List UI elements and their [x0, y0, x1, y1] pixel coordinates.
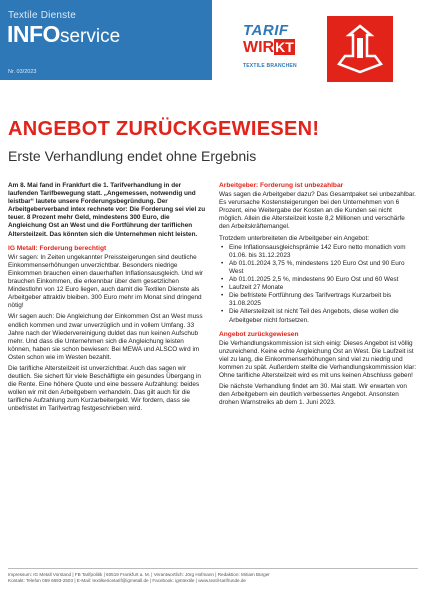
ig-metall-logo-icon [327, 16, 393, 82]
infoservice-banner [0, 0, 212, 80]
paragraph: Wir sagen: In Zeiten ungekannter Preissteigerungen sind deutliche Einkommenserhöhungen unverzichtbar. Besonders niedrige Einkommen brauchen einen dauerhaften Inflationsausgleich. Und wir brauchen Einkommen, die erkennbar über dem gesetzlichen Mindestlohn von 12 Euro liegen, auch damit die Textilen Dienste als Arbeitgeber attraktiv bleiben. 300 Euro mehr im Monat sind dringend nötig! [8, 253, 204, 310]
list-item: • Die Altersteilzeit ist nicht Teil des Angebots, diese wollen die Arbeitgeber nicht fortsetzen. [219, 308, 417, 324]
tarif-logo-line1: TARIF [243, 22, 289, 39]
paragraph: Trotzdem unterbreiteten die Arbeitgeber ein Angebot: [219, 234, 370, 242]
tarif-wirkt-logo [243, 22, 309, 78]
paragraph: Was sagen die Arbeitgeber dazu? Das Gesamtpaket sei unbezahlbar. Es verursache Kostensteigerungen bei den Unternehmen von 6 Prozent, eine Weitergabe der Kosten an die Kunden sei nicht möglich. Allein die Altersteilzeit koste 8,2 Millionen und verschärfe den Arbeitskräftemangel. [219, 191, 416, 231]
right-column [219, 182, 417, 410]
paragraph: Die nächste Verhandlung findet am 30. Mai statt. Wir erwarten von den Arbeitgebern ein deutlich verbessertes Angebot. Ansonsten drohen Warnstreiks ab dem 1. Juni 2023. [219, 383, 407, 407]
imprint-footer [8, 568, 418, 585]
section-heading: Arbeitgeber: Forderung ist unbezahlbar [219, 182, 344, 189]
section-heading: Angebot zurückgewiesen [219, 330, 299, 338]
issue-number: Nr. 03/2023 [8, 69, 37, 75]
imprint-line: Impressum: IG Metall Vorstand | FB Tarifpolitik | 60519 Frankfurt a. M. | Verantwortlich: Jörg Hofmann | Redaktion: Miriam Bürger [8, 572, 270, 577]
list-item: • Die befristete Fortführung des Tarifvertrags Kurzarbeit bis 31.08.2025 [219, 292, 417, 308]
banner-subtitle: Textile Dienste [8, 10, 77, 21]
paragraph: Die tarifliche Altersteilzeit ist unverzichtbar. Auch das sagen wir deutlich. Sie sichert für viele Beschäftigte ein gesundes Übergang in die Rente. Eine höhere Quote und eine bessere Aufzahlung: beides wollen wir mit den Arbeitgebern verhandeln. Das gilt auch für die tarifliche Aufzahlung zum Kurzarbeitergeld. Wir fordern, dass sie unbefristet im Tarifvertrag festgeschrieben wird. [8, 364, 201, 413]
contact-line: Kontakt: Telefon 069 6693-2503 | E-Mail: textilsericetarif@igmetall.de | Facebook: igmtextile | www.textil-tarifrunde.de [8, 578, 246, 584]
list-item: • Eine Inflationsausgleichsprämie 142 Euro netto monatlich vom 01.06. bis 31.12.2023 [219, 244, 417, 260]
intro-paragraph: Am 8. Mai fand in Frankfurt die 1. Tarifverhandlung in der laufenden Tarifbewegung statt. „Angemessen, notwendig und leistbar“ lautete unsere Forderungsbegründung. Der Arbeitgeberverband intex rechnete vor: Die Forderung sei viel zu teuer. 8 Prozent mehr Geld, mindestens 300 Euro, die Angleichung Ost an West und die Fortführung der tariflichen Altersteilzeit. Das könnten sich die Unternehmen nicht leisten. [8, 182, 206, 238]
section-heading: IG Metall: Forderung berechtigt [8, 244, 107, 252]
infoservice-title: INFOservice [7, 21, 121, 47]
tarif-logo-line2: WIRKT [243, 39, 294, 56]
header [0, 0, 424, 102]
paragraph: Die Verhandlungskommission ist sich einig: Dieses Angebot ist völlig unzureichend. Keine echte Angleichung Ost an West. Die Laufzeit ist viel zu lang, die Einkommenserhöhungen sind viel zu niedrig und kommen zu spät. Außerdem stellte die Verhandlungskommission klar: Ohne tarifliche Altersteilzeit wird es mit uns keinen Abschluss geben! [219, 339, 417, 380]
paragraph: Wir sagen auch: Die Angleichung der Einkommen Ost an West muss endlich kommen und zwar unverzüglich und in vollem Umfang. 33 Jahre nach der Wiedervereinigung duldet das nun keinen Aufschub mehr. Und dass die Unternehmen sich die Angleichung leisten können, haben sie schon bewiesen: Bei MEWA und ALSCO wird im Osten schon wie im Westen bezahlt. [8, 313, 203, 361]
offer-list [219, 244, 417, 325]
headline: ANGEBOT ZURÜCKGEWIESEN! [8, 118, 320, 140]
list-item: • Laufzeit 27 Monate [219, 284, 417, 292]
list-item: • Ab 01.01.2024 3,75 %, mindestens 120 Euro Ost und 90 Euro West [219, 260, 417, 276]
tarif-logo-line3: TEXTILE BRANCHEN [243, 63, 297, 69]
subheadline: Erste Verhandlung endet ohne Ergebnis [8, 148, 257, 164]
list-item: • Ab 01.01.2025 2,5 %, mindestens 90 Euro Ost und 60 West [219, 276, 417, 284]
left-column [8, 182, 206, 417]
